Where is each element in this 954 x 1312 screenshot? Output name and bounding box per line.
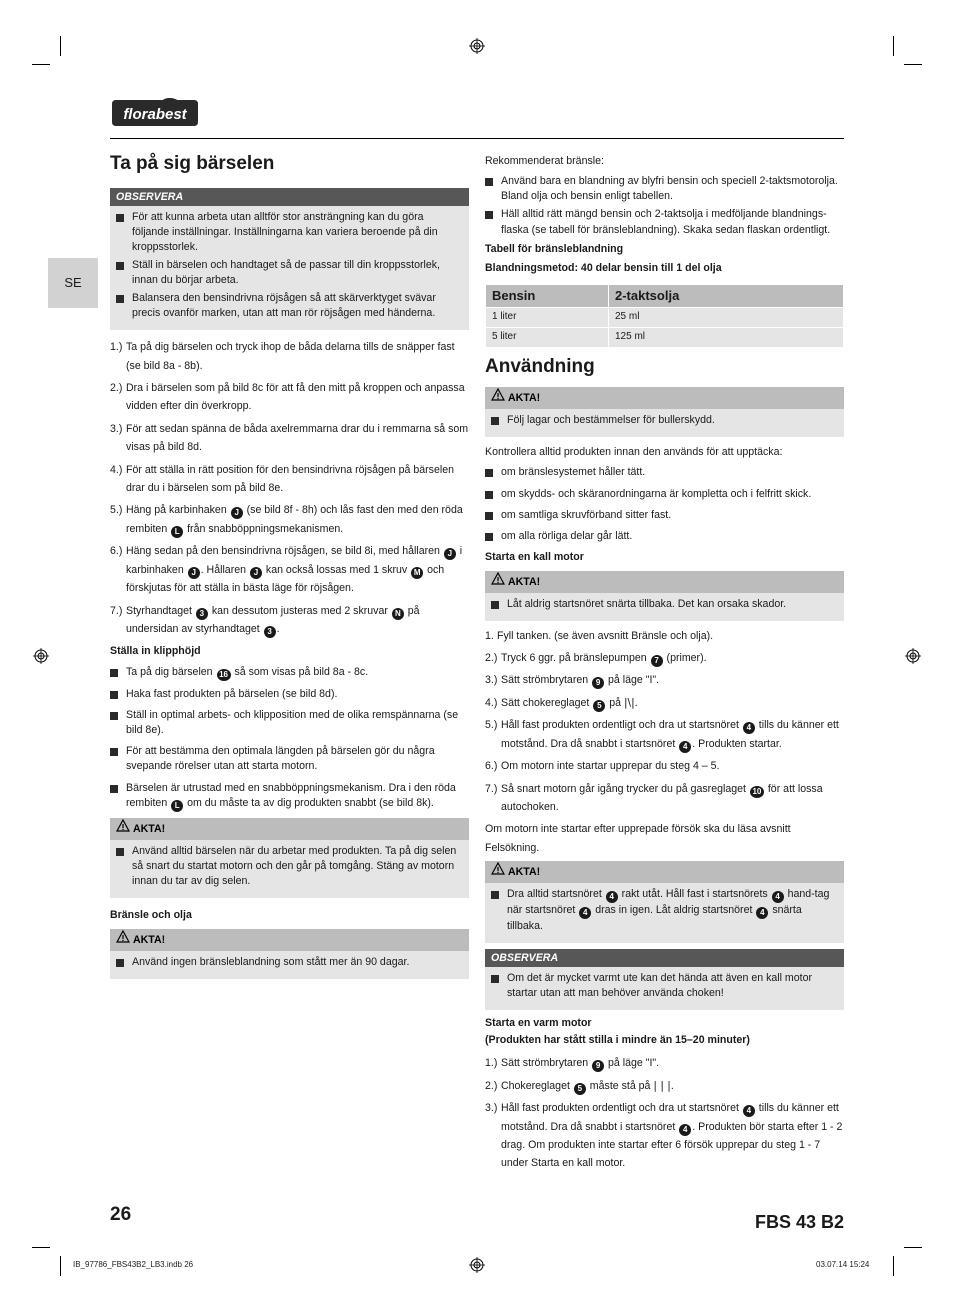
left-column <box>110 152 469 985</box>
warm-start-title: Starta en varm motor <box>485 1017 592 1030</box>
step-number: 6.) <box>110 545 123 558</box>
step-number: 3.) <box>485 1102 498 1115</box>
step-item: 6.) Häng sedan på den bensindrivna röjsågen, se bild 8i, med hållaren J i karbinhaken J . Hållaren J kan också lossas med 1 skruv M och förskjutas för att ställa in bästa läge för röjsågen. <box>110 542 469 597</box>
warning-box <box>485 861 844 943</box>
step-item: 4.) För att ställa in rätt position för den bensindrivna röjsågen på bärselen drar du i bärselen som på bild 8e. <box>110 461 469 498</box>
table-cell: 1 liter <box>486 308 609 328</box>
list-item: Använd alltid bärselen när du arbetar med produkten. Ta på dig selen så snart du startat motorn och den går på tomgång. Stäng av motorn innan du tar av dig selen. <box>116 844 463 889</box>
step-item: 6.) Om motorn inte startar upprepar du steg 4 – 5. <box>485 757 844 775</box>
part-number-marker: 3 <box>196 608 208 620</box>
warning-triangle-icon <box>491 387 505 409</box>
part-number-marker: 10 <box>750 786 764 798</box>
registration-mark-icon <box>905 648 921 664</box>
fuel-table-method: Blandningsmetod: 40 delar bensin till 1 del olja <box>485 261 722 274</box>
model-name: FBS 43 B2 <box>754 1212 844 1232</box>
step-number: 2.) <box>110 382 123 395</box>
table-header-row <box>486 284 844 307</box>
part-number-marker: L <box>171 526 183 538</box>
footer-file: IB_97786_FBS43B2_LB3.indb 26 <box>73 1260 194 1269</box>
part-number-marker: 4 <box>743 722 755 734</box>
part-number-marker: 4 <box>756 907 768 919</box>
list-item: Balansera den bensindrivna röjsågen så att skärverktyget svävar precis ovanför marken, utan att man rör röjsågen med händerna. <box>116 291 463 321</box>
step-item: 1.) Sätt strömbrytaren 9 på läge "I". <box>485 1054 844 1072</box>
list-item: Häll alltid rätt mängd bensin och 2-taktsolja i medföljande blandnings-flaska (se tabell för bränsleblandning). Skaka sedan flaskan ordentligt. <box>485 207 844 237</box>
section-title-harness: Ta på sig bärselen <box>110 153 275 174</box>
crop-mark <box>60 1256 61 1276</box>
warning-body <box>110 840 469 898</box>
step-number: 3.) <box>110 422 123 435</box>
choke-symbol-icon: | | | <box>653 1079 671 1092</box>
list-item: Om det är mycket varmt ute kan det hända att även en kall motor startar utan att man behöver använda choken! <box>491 971 838 1001</box>
warning-box <box>485 387 844 437</box>
step-item: 3.) Håll fast produkten ordentligt och dra ut startsnöret 4 tills du känner ett motstånd. Dra då snabbt i startsnöret 4 . Produkten bör starta efter 1 - 2 drag. Om produkten inte startar efter 6 försök upprepar du steg 1 - 7 under Starta en kall motor. <box>485 1099 844 1173</box>
cold-start-title: Starta en kall motor <box>485 550 584 563</box>
table-row <box>486 308 844 328</box>
crop-mark <box>904 1247 922 1248</box>
table-cell: 25 ml <box>609 308 844 328</box>
step-item: 7.) Så snart motorn går igång trycker du på gasreglaget 10 för att lossa autochoken. <box>485 780 844 817</box>
warning-triangle-icon <box>116 929 130 951</box>
part-number-marker: L <box>171 800 183 812</box>
registration-mark-icon <box>469 38 485 54</box>
step-number: 4.) <box>485 696 498 709</box>
recommended-fuel-list <box>485 174 844 237</box>
table-header-cell: 2-taktsolja <box>609 284 844 307</box>
warning-body <box>485 409 844 437</box>
step-number: 6.) <box>485 760 498 773</box>
part-number-marker: J <box>231 507 243 519</box>
registration-mark-icon <box>33 648 49 664</box>
table-row <box>486 328 844 348</box>
crop-mark <box>32 64 50 65</box>
step-number: 2.) <box>485 652 498 665</box>
registration-mark-icon <box>469 1257 485 1273</box>
check-list <box>485 465 844 543</box>
right-column <box>485 152 844 1177</box>
brand-logo <box>110 98 200 128</box>
warning-label: AKTA! <box>508 575 541 588</box>
list-item: Bärselen är utrustad med en snabböppningsmekanism. Dra i den röda rembiten L om du måste ta av dig produkten snabbt (se bild 8k). <box>110 781 469 812</box>
list-item: För att kunna arbeta utan alltför stor ansträngning kan du göra följande inställningar. Inställningarna kan variera beroende på din kroppsstorlek. <box>116 210 463 255</box>
cold-start-after: Om motorn inte startar efter upprepade försök ska du läsa avsnitt Felsökning. <box>485 823 791 854</box>
list-item: om samtliga skruvförband sitter fast. <box>485 508 844 523</box>
part-number-marker: 4 <box>679 741 691 753</box>
warning-triangle-icon <box>491 571 505 593</box>
list-item: Följ lagar och bestämmelser för bullerskydd. <box>491 413 838 428</box>
warning-box <box>110 818 469 898</box>
step-number: 5.) <box>110 504 123 517</box>
part-number-marker: 5 <box>574 1083 586 1095</box>
table-cell: 5 liter <box>486 328 609 348</box>
part-number-marker: 16 <box>217 669 231 681</box>
check-intro: Kontrollera alltid produkten innan den används för att upptäcka: <box>485 446 783 459</box>
step-item: 5.) Häng på karbinhaken J (se bild 8f - 8h) och lås fast den med den röda rembiten L från snabböppningsmekanismen. <box>110 501 469 538</box>
step-number: 3.) <box>485 674 498 687</box>
header-rule <box>110 138 844 139</box>
part-number-marker: 3 <box>264 626 276 638</box>
list-item: om bränslesystemet håller tätt. <box>485 465 844 480</box>
list-item: Ställ in optimal arbets- och klipposition med de olika remspännarna (se bild 8e). <box>110 708 469 738</box>
step-item: 7.) Styrhandtaget 3 kan dessutom justeras med 2 skruvar N på undersidan av styrhandtaget 3 . <box>110 602 469 639</box>
warning-body <box>485 593 844 621</box>
warning-box <box>110 929 469 979</box>
list-item: Dra alltid startsnöret 4 rakt utåt. Håll fast i startsnörets 4 hand-tag när startsnöret 4 dras in igen. Låt aldrig startsnöret 4 snärta tillbaka. <box>491 887 838 934</box>
list-item: Ta på dig bärselen 16 så som visas på bild 8a - 8c. <box>110 665 469 681</box>
note-body <box>485 967 844 1010</box>
note-box <box>485 949 844 1010</box>
step-item: 5.) Håll fast produkten ordentligt och dra ut startsnöret 4 tills du känner ett motstånd. Dra då snabbt i startsnöret 4 . Produkten startar. <box>485 716 844 753</box>
step-number: 1. <box>485 629 494 642</box>
step-item: 2.) Tryck 6 ggr. på bränslepumpen 7 (primer). <box>485 649 844 667</box>
part-number-marker: M <box>411 567 423 579</box>
warning-label: AKTA! <box>508 866 541 879</box>
step-item: 3.) För att sedan spänna de båda axelremmarna drar du i remmarna så som visas på bild 8d. <box>110 420 469 457</box>
recommended-fuel-intro: Rekommenderat bränsle: <box>485 155 604 167</box>
step-number: 1.) <box>485 1057 498 1070</box>
note-label: OBSERVERA <box>110 188 469 206</box>
part-number-marker: 7 <box>651 655 663 667</box>
cold-start-steps <box>485 627 844 817</box>
part-number-marker: J <box>250 567 262 579</box>
list-item: om skydds- och skäranordningarna är kompletta och i felfritt skick. <box>485 487 844 502</box>
step-item: 3.) Sätt strömbrytaren 9 på läge "I". <box>485 671 844 689</box>
crop-mark <box>60 36 61 56</box>
clip-height-title: Ställa in klipphöjd <box>110 645 201 658</box>
part-number-marker: 4 <box>606 891 618 903</box>
choke-symbol-icon: |\| <box>623 696 635 709</box>
step-item: 4.) Sätt chokereglaget 5 på |\|. <box>485 694 844 712</box>
note-body <box>110 206 469 330</box>
warning-box <box>485 571 844 621</box>
step-number: 7.) <box>110 604 123 617</box>
list-item: om alla rörliga delar går lätt. <box>485 529 844 544</box>
warning-header <box>110 929 469 951</box>
warning-header <box>110 818 469 840</box>
fuel-oil-title: Bränsle och olja <box>110 908 192 921</box>
section-title-usage: Användning <box>485 356 595 378</box>
list-item: Ställ in bärselen och handtaget så de passar till din kroppsstorlek, innan du börjar arbeta. <box>116 258 463 288</box>
crop-mark <box>32 1247 50 1248</box>
fuel-mix-table <box>485 284 844 348</box>
step-item: 1.) Ta på dig bärselen och tryck ihop de båda delarna tills de snäpper fast (se bild 8a - 8b). <box>110 338 469 375</box>
list-item: Använd bara en blandning av blyfri bensin och speciell 2-taktsmotorolja. Bland olja och bensin enligt tabellen. <box>485 174 844 204</box>
part-number-marker: 4 <box>579 907 591 919</box>
part-number-marker: 9 <box>592 1060 604 1072</box>
step-item: 2.) Chokereglaget 5 måste stå på | | |. <box>485 1077 844 1095</box>
crop-mark <box>904 64 922 65</box>
warning-header <box>485 571 844 593</box>
part-number-marker: 9 <box>592 677 604 689</box>
part-number-marker: 4 <box>772 891 784 903</box>
warning-label: AKTA! <box>508 392 541 405</box>
warning-body <box>485 883 844 943</box>
list-item: Låt aldrig startsnöret snärta tillbaka. Det kan orsaka skador. <box>491 597 838 612</box>
language-tab: SE <box>48 258 98 308</box>
step-number: 4.) <box>110 463 123 476</box>
warning-body <box>110 951 469 979</box>
step-item: 2.) Dra i bärselen som på bild 8c för att få den mitt på kroppen och anpassa vidden efter din överkropp. <box>110 379 469 416</box>
fuel-table-title: Tabell för bränsleblandning <box>485 242 624 255</box>
step-number: 5.) <box>485 719 498 732</box>
warning-triangle-icon <box>116 818 130 840</box>
table-cell: 125 ml <box>609 328 844 348</box>
warm-start-steps <box>485 1054 844 1172</box>
footer-date: 03.07.14 15:24 <box>816 1260 870 1269</box>
list-item: Använd ingen bränsleblandning som stått mer än 90 dagar. <box>116 955 463 970</box>
note-box <box>110 188 469 330</box>
clip-height-list <box>110 665 469 811</box>
step-number: 2.) <box>485 1079 498 1092</box>
warning-header <box>485 387 844 409</box>
step-item: 1. Fyll tanken. (se även avsnitt Bränsle och olja). <box>485 627 844 645</box>
page-number: 26 <box>110 1204 132 1225</box>
warning-triangle-icon <box>491 861 505 883</box>
list-item: För att bestämma den optimala längden på bärselen gör du några svepande rörelser utan att starta motorn. <box>110 744 469 774</box>
harness-steps <box>110 338 469 638</box>
warning-label: AKTA! <box>133 933 166 946</box>
note-label: OBSERVERA <box>485 949 844 967</box>
part-number-marker: N <box>392 608 404 620</box>
part-number-marker: 5 <box>593 700 605 712</box>
list-item: Haka fast produkten på bärselen (se bild 8d). <box>110 687 469 702</box>
part-number-marker: 4 <box>679 1124 691 1136</box>
warm-start-subtitle: (Produkten har stått stilla i mindre än 15–20 minuter) <box>485 1034 750 1047</box>
brand-logo-text: florabest <box>123 106 187 123</box>
part-number-marker: J <box>444 548 456 560</box>
part-number-marker: J <box>188 567 200 579</box>
step-number: 1.) <box>110 341 123 354</box>
crop-mark <box>893 1256 894 1276</box>
warning-header <box>485 861 844 883</box>
warning-label: AKTA! <box>133 822 166 835</box>
step-number: 7.) <box>485 782 498 795</box>
table-header-cell: Bensin <box>486 284 609 307</box>
crop-mark <box>893 36 894 56</box>
part-number-marker: 4 <box>743 1105 755 1117</box>
